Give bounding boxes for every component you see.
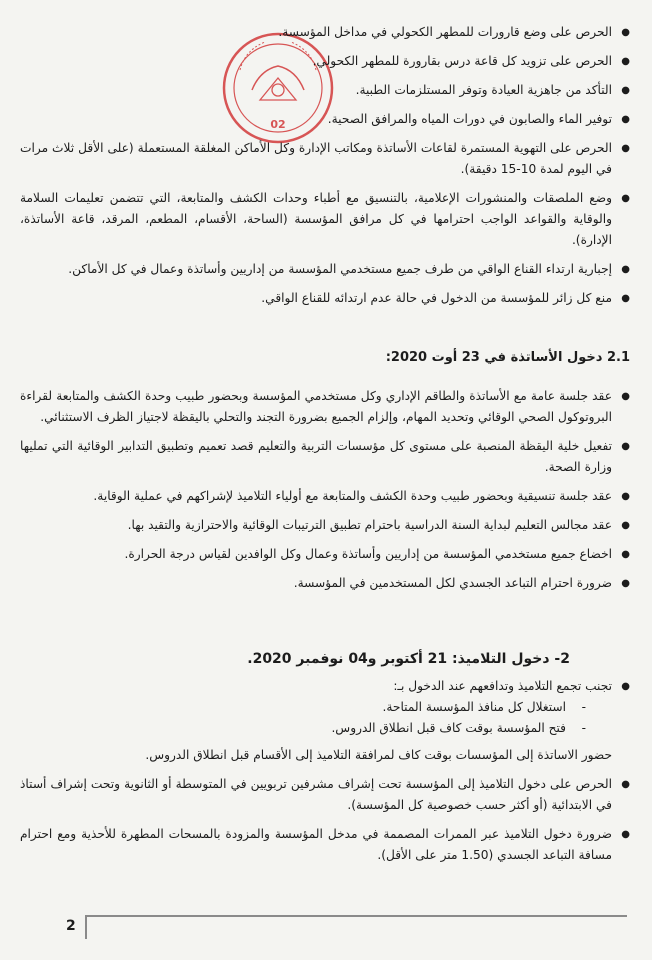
section2-heading: 2- دخول التلاميذ: 21 أكتوبر و04 نوفمبر 2020. <box>247 651 570 667</box>
list-item: ● التأكد من جاهزية العيادة وتوفر المستلزمات الطبية. <box>20 80 630 101</box>
list-item: ● إجبارية ارتداء القناع الواقي من طرف جميع مستخدمي المؤسسة من إداريين وأساتذة وعمال في كل الأماكن. <box>20 259 630 280</box>
list-item: ● الحرص على وضع قارورات للمطهر الكحولي في مداخل المؤسسة. <box>20 22 630 43</box>
section21 <box>20 348 630 594</box>
list-item: ● منع كل زائر للمؤسسة من الدخول في حالة عدم ارتدائه للقناع الواقي. <box>20 288 630 309</box>
footer-divider <box>85 915 627 917</box>
list-item: ● عقد مجالس التعليم لبداية السنة الدراسية باحترام تطبيق الترتيبات الوقائية والاحترازية والتقيد بها. <box>20 515 630 536</box>
list-item: ● الحرص على تزويد كل قاعة درس بقارورة للمطهر الكحولي. <box>20 51 630 72</box>
list-item: ● تجنب تجمع التلاميذ وتدافعهم عند الدخول بـ: <box>20 676 630 697</box>
list-item: ● ضرورة دخول التلاميذ عبر الممرات المصممة في مدخل المؤسسة والمزودة بالمسحات المطهرة للأحذية ومع احترام مسافة التباعد الجسدي (1.50 متر على الأقل). <box>20 824 630 866</box>
sub-item: - فتح المؤسسة بوقت كاف قبل انطلاق الدروس. <box>20 718 590 739</box>
plain-paragraph: حضور الاساتذة إلى المؤسسات بوقت كاف لمرافقة التلاميذ إلى الأقسام قبل انطلاق الدروس. <box>145 748 612 762</box>
list-item: ● عقد جلسة عامة مع الأساتذة والطاقم الإداري وكل مستخدمي المؤسسة وبحضور طبيب وحدة الكشف والمتابعة لقراءة البروتوكول الصحي الوقائي وتحديد المهام، وإلزام الجميع بضرورة التجند والتحلي باليقظة لاجتياز الظرف الاستثنائي. <box>20 386 630 428</box>
footer-separator <box>85 917 87 939</box>
page-number: 2 <box>66 918 76 934</box>
stamp-number: 02 <box>270 118 286 131</box>
section2 <box>20 648 630 866</box>
sub-item: - استغلال كل منافذ المؤسسة المتاحة. <box>20 697 590 718</box>
list-item: ● عقد جلسة تنسيقية وبحضور طبيب وحدة الكشف والمتابعة مع أولياء التلاميذ لإشراكهم في عملية الوقاية. <box>20 486 630 507</box>
section1-list <box>20 22 630 309</box>
section21-heading: 2.1 دخول الأساتذة في 23 أوت 2020: <box>385 350 630 365</box>
list-item: ● توفير الماء والصابون في دورات المياه والمرافق الصحية. <box>20 109 630 130</box>
list-item: ● اخضاع جميع مستخدمي المؤسسة من إداريين وأساتذة وعمال وكل الوافدين لقياس درجة الحرارة. <box>20 544 630 565</box>
list-item: ● تفعيل خلية اليقظة المنصبة على مستوى كل مؤسسات التربية والتعليم قصد تعميم وتطبيق التدابير الوقائية التي تمليها وزارة الصحة. <box>20 436 630 478</box>
list-item: ● الحرص على التهوية المستمرة لقاعات الأساتذة ومكاتب الإدارة وكل الأماكن المغلقة المستعملة (على الأقل ثلاث مرات في اليوم لمدة 10-15 دقيقة). <box>20 138 630 180</box>
list-item: ● وضع الملصقات والمنشورات الإعلامية، بالتنسيق مع أطباء وحدات الكشف والمتابعة، التي تتضمن تعليمات السلامة والوقاية والقواعد الواجب احترامها في كل مرافق المؤسسة (الساحة، الأقسام، المطعم، المرقد، قاعة الأساتذة، الإدارة). <box>20 188 630 251</box>
list-item: ● ضرورة احترام التباعد الجسدي لكل المستخدمين في المؤسسة. <box>20 573 630 594</box>
list-item: ● الحرص على دخول التلاميذ إلى المؤسسة تحت إشراف مشرفين تربويين في المتوسطة أو الثانوية وتحت إشراف أستاذ في الابتدائية (أو أكثر حسب خصوصية كل المؤسسة). <box>20 774 630 816</box>
